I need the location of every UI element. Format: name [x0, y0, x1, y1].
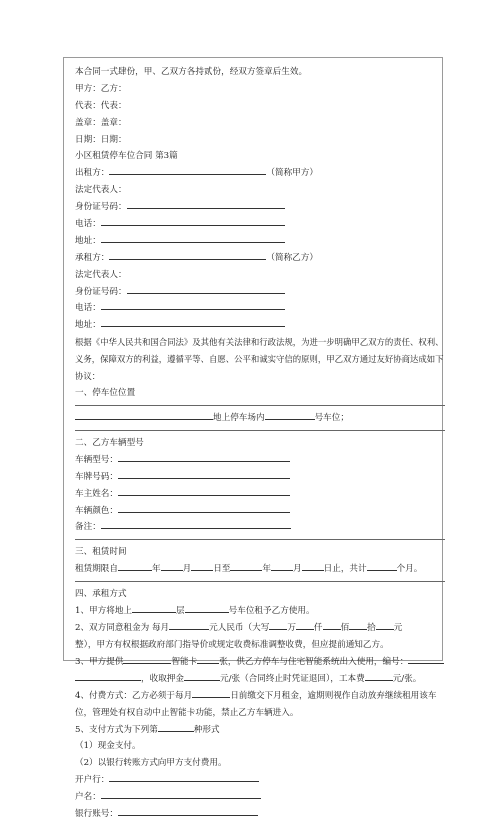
- divider: [75, 539, 445, 540]
- lessor-id-row: [75, 199, 445, 216]
- wan-label: 万: [287, 622, 296, 633]
- space-number-blank: [265, 411, 315, 420]
- account-number-blank: [118, 807, 258, 816]
- blank: [271, 562, 293, 571]
- party-line-1: 甲方：乙方：: [75, 83, 127, 94]
- id-label: 身份证号码：: [75, 286, 127, 297]
- blank: [230, 562, 262, 571]
- item3-text: 3、甲方提供: [75, 656, 124, 667]
- section-3-heading: 三、租赁时间: [75, 547, 127, 558]
- blank: [75, 672, 141, 681]
- legal-rep-label: 法定代表人：: [75, 185, 127, 196]
- section-1-heading: 一、停车位位置: [75, 388, 136, 399]
- payment-option-1: （1）现金支付。: [75, 741, 141, 752]
- account-name-label: 户名：: [75, 792, 101, 803]
- blank: [185, 604, 229, 613]
- item2-text: 2、双方同意租金为 每月: [75, 622, 170, 633]
- color-label: 车辆颜色：: [75, 505, 118, 516]
- vehicle-model-row: [75, 452, 445, 469]
- lessee-address-row: [75, 317, 445, 334]
- shi-label: 拾: [367, 622, 376, 633]
- day-to-label: 日至: [213, 564, 231, 575]
- item-4: [75, 688, 445, 722]
- item5-text: 5、支付方式为下列第: [75, 724, 158, 735]
- blank: [161, 562, 183, 571]
- blank: [376, 621, 394, 630]
- remark-label: 备注：: [75, 522, 101, 533]
- total-label: 日止，共计: [323, 564, 367, 575]
- blank: [323, 621, 341, 630]
- blank: [365, 672, 393, 681]
- section-2-heading: 二、乙方车辆型号: [75, 438, 144, 449]
- lessee-rep-row: [75, 267, 445, 284]
- smart-card-label: 智能卡: [171, 656, 198, 667]
- payment-option-2: （2）以银行转账方式向甲方支付费用。: [75, 758, 227, 769]
- blank: [191, 562, 213, 571]
- blank: [296, 621, 314, 630]
- divider: [75, 581, 445, 582]
- month-label: 月: [182, 564, 192, 575]
- floor-label: 层: [176, 606, 185, 617]
- phone-label: 电话：: [75, 303, 101, 314]
- color-blank: [118, 504, 290, 513]
- party-line-4: 日期：日期：: [75, 134, 127, 145]
- item-2-line-2: 整），甲方有权根据政府部门指导价或规定收费标准调整收费，但应提前通知乙方。: [75, 639, 389, 650]
- address-label: 地址：: [75, 235, 101, 246]
- year-label: 年: [151, 564, 161, 575]
- id-blank: [127, 200, 285, 209]
- address-blank: [101, 318, 285, 327]
- blank: [302, 562, 324, 571]
- item4-text: 4、付费方式：乙方必须于每月: [75, 690, 193, 701]
- item3-mid: 张，供乙方停车与住宅智能系统出入使用，编号：: [219, 656, 409, 667]
- item4-tail: 日前缴交下月租金，逾期则视作自动放弃继续租用该车位，管理处有权自动中止智能卡功能，禁止乙方车辆进入。: [75, 690, 437, 718]
- qian-label: 仟: [313, 622, 323, 633]
- item-3-line-1: [75, 654, 445, 671]
- blank: [192, 689, 230, 698]
- vehicle-model-blank: [118, 453, 290, 462]
- contract-title: 小区租赁停车位合同 第3篇: [75, 151, 178, 162]
- item-2-line-1: [75, 620, 445, 637]
- blank: [269, 621, 287, 630]
- section-4-heading: 四、承租方式: [75, 589, 127, 600]
- year-label: 年: [262, 564, 272, 575]
- lessee-phone-row: [75, 300, 445, 317]
- item1-tail: 号车位租予乙方使用。: [228, 606, 315, 617]
- location-mid-text: 地上停车场内: [213, 413, 265, 424]
- months-label: 个月。: [396, 564, 423, 575]
- lessor-rep-row: [75, 182, 445, 199]
- color-row: [75, 503, 445, 520]
- contract-body: [75, 64, 445, 823]
- blank: [118, 562, 152, 571]
- plate-label: 车牌号码：: [75, 471, 118, 482]
- deposit-label: ，收取押金: [141, 673, 184, 684]
- remark-row: [75, 519, 445, 536]
- party-line-3: 盖章：盖章：: [75, 117, 127, 128]
- item-5: [75, 722, 445, 739]
- blank: [158, 723, 194, 732]
- id-label: 身份证号码：: [75, 202, 127, 213]
- lessor-note: （简称甲方）: [266, 168, 318, 179]
- bank-label: 开户行：: [75, 775, 110, 786]
- account-number-label: 银行账号：: [75, 808, 118, 819]
- preamble-paragraph: 根据《中华人民共和国合同法》及其他有关法律和行政法规，为进一步明确甲乙双方的责任、权利、义务，保障双方的利益，遵循平等、自愿、公平和诚实守信的原则，甲乙双方通过友好协商达成如下协议：: [75, 337, 444, 382]
- phone-label: 电话：: [75, 219, 101, 230]
- blank: [169, 621, 209, 630]
- month-label: 月: [293, 564, 302, 575]
- blank: [367, 562, 397, 571]
- id-blank: [127, 285, 285, 294]
- period-from-label: 租赁期限自: [75, 564, 118, 575]
- fee-unit: 元/张。: [392, 673, 422, 684]
- owner-row: [75, 486, 445, 503]
- owner-label: 车主姓名：: [75, 488, 118, 499]
- owner-blank: [118, 487, 290, 496]
- item-1: [75, 603, 445, 620]
- bank-blank: [109, 773, 259, 782]
- legal-rep-label: 法定代表人：: [75, 269, 127, 280]
- blank: [184, 672, 220, 681]
- phone-blank: [101, 301, 285, 310]
- item5-tail: 种形式: [193, 724, 220, 735]
- blank: [349, 621, 367, 630]
- lessor-phone-row: [75, 216, 445, 233]
- party-line-2: 代表：代表：: [75, 100, 127, 111]
- remark-blank: [101, 520, 291, 529]
- lessor-row: [75, 165, 445, 182]
- vehicle-model-label: 车辆型号：: [75, 454, 118, 465]
- deposit-note: 元/张（合同终止时凭证退回），工本费: [219, 673, 365, 684]
- account-number-row: [75, 806, 445, 823]
- lessor-address-row: [75, 233, 445, 250]
- blank: [132, 604, 176, 613]
- bank-row: [75, 772, 445, 789]
- lessee-row: [75, 250, 445, 267]
- lessor-blank: [109, 166, 266, 175]
- item-3-line-2: [75, 671, 445, 688]
- phone-blank: [101, 217, 285, 226]
- divider: [75, 430, 445, 431]
- rmb-label: 元人民币（大写: [209, 622, 270, 633]
- account-name-blank: [101, 790, 261, 799]
- blank: [408, 655, 444, 664]
- lessee-id-row: [75, 284, 445, 301]
- lessee-label: 承租方：: [75, 252, 110, 263]
- lessee-note: （简称乙方）: [266, 252, 318, 263]
- account-name-row: [75, 789, 445, 806]
- parking-location-row: [75, 410, 445, 427]
- blank: [123, 655, 171, 664]
- plate-blank: [118, 470, 290, 479]
- location-blank: [75, 411, 213, 420]
- item1-text: 1、甲方将地上: [75, 606, 133, 617]
- divider: [75, 405, 445, 406]
- bai-label: 佰: [340, 622, 350, 633]
- space-number-label: 号车位；: [314, 413, 349, 424]
- address-blank: [101, 234, 285, 243]
- blank: [197, 655, 219, 664]
- address-label: 地址：: [75, 320, 101, 331]
- lessee-blank: [109, 251, 266, 260]
- intro-text: 本合同一式肆份，甲、乙双方各持贰份，经双方签章后生效。: [75, 67, 308, 77]
- lessor-label: 出租方：: [75, 168, 110, 179]
- lease-period-row: [75, 561, 445, 578]
- yuan-label: 元: [393, 622, 403, 633]
- plate-row: [75, 469, 445, 486]
